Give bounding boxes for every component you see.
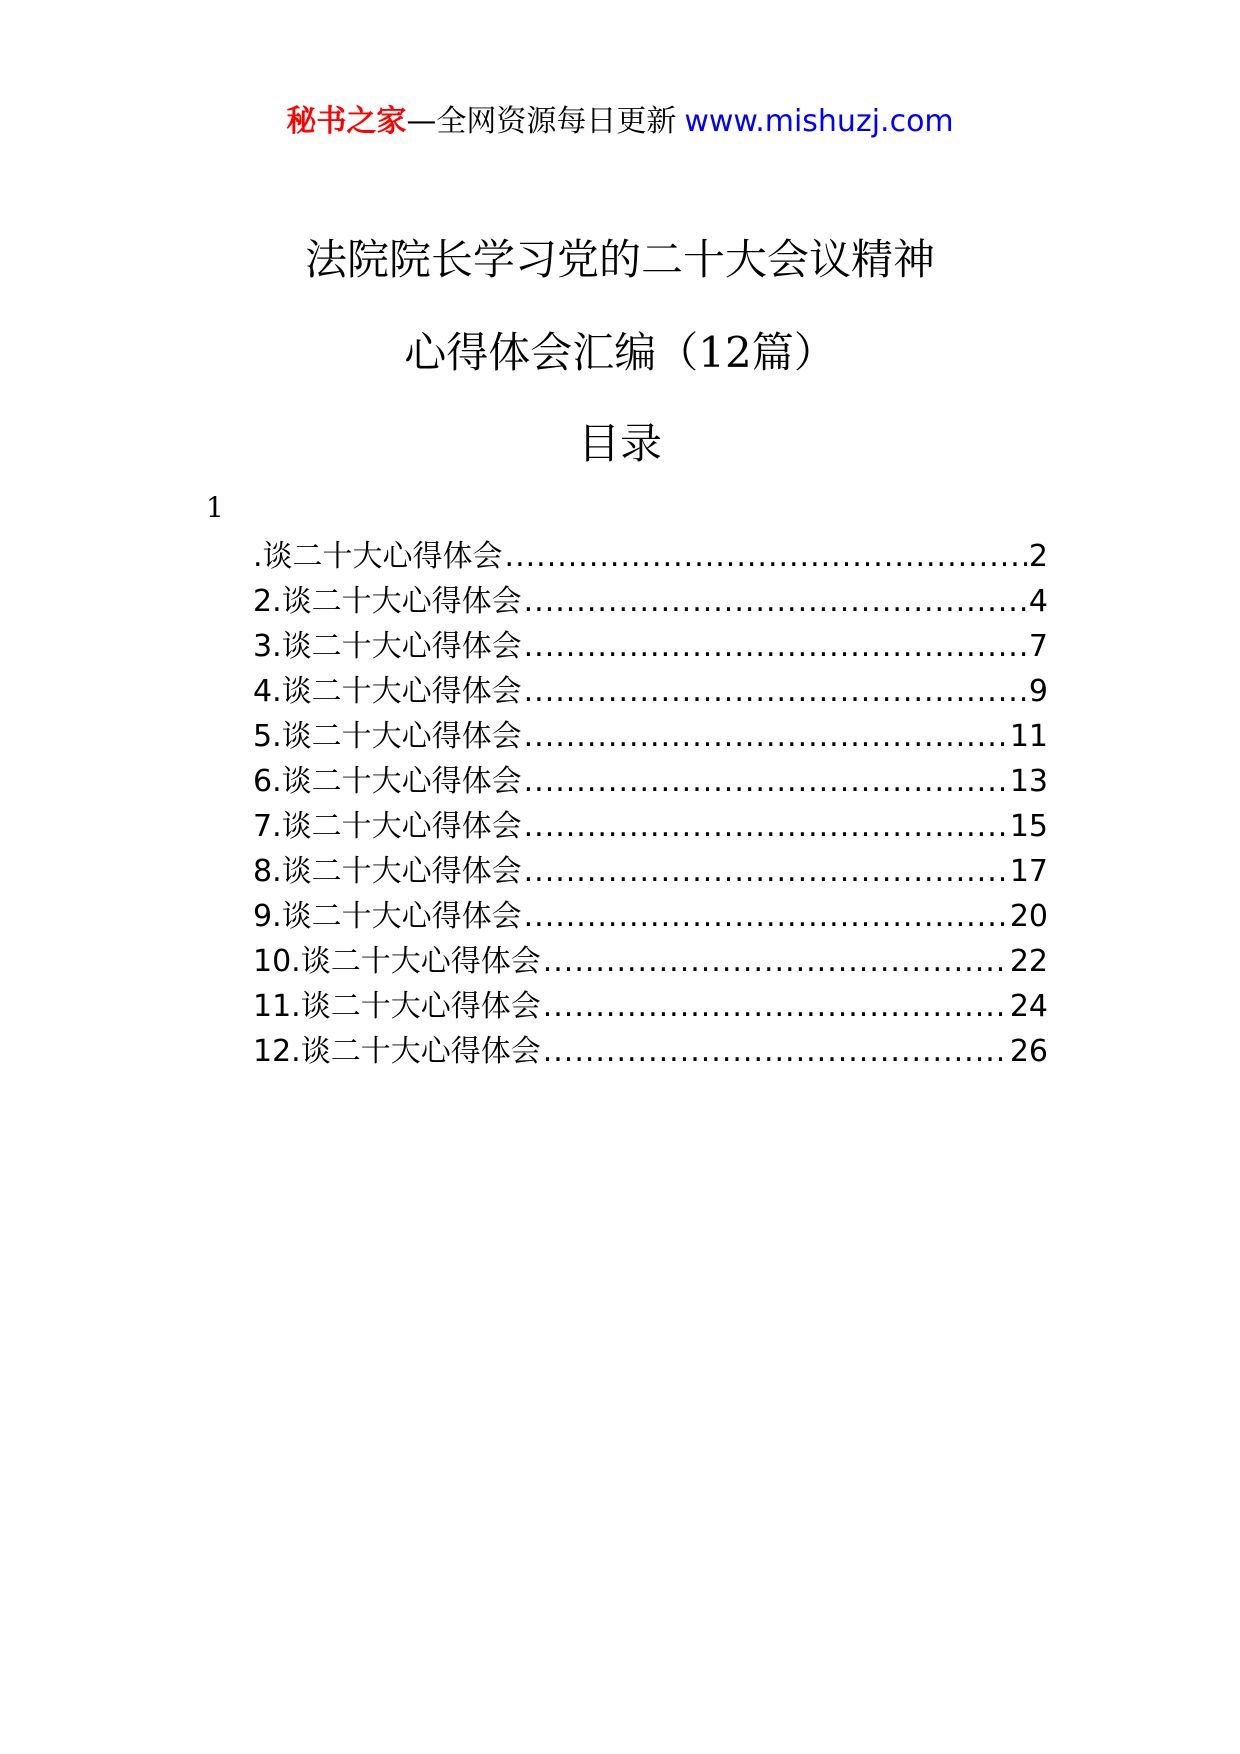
toc-stray-number: 1	[206, 491, 224, 524]
toc-entry-page-number: 4	[1028, 584, 1048, 619]
toc-entry-page-number: 7	[1028, 629, 1048, 664]
toc-dot-leader	[524, 759, 1008, 804]
toc-dot-leader	[524, 669, 1027, 714]
brand-name: 秘书之家	[286, 104, 407, 139]
toc-entry-page-number: 24	[1009, 989, 1048, 1024]
toc-entry-page-number: 17	[1009, 854, 1048, 889]
toc-dot-leader	[505, 534, 1027, 579]
toc-dot-leader	[524, 894, 1008, 939]
toc-entry-label: 4.谈二十大心得体会	[253, 674, 522, 709]
toc-entry[interactable]	[253, 669, 1048, 714]
subtitle-prefix: 心得体会汇编（	[404, 328, 699, 377]
toc-entry-page-number: 15	[1009, 809, 1048, 844]
toc-entry[interactable]	[253, 624, 1048, 669]
toc-entry[interactable]	[253, 579, 1048, 624]
toc-entry-page-number: 2	[1028, 539, 1048, 574]
toc-entry[interactable]	[253, 714, 1048, 759]
toc-entry-label: 8.谈二十大心得体会	[253, 854, 522, 889]
toc-entry[interactable]	[253, 759, 1048, 804]
toc-dot-leader	[543, 939, 1008, 984]
toc-entry-label: 7.谈二十大心得体会	[253, 809, 522, 844]
toc-entry[interactable]	[253, 849, 1048, 894]
toc-dot-leader	[524, 849, 1008, 894]
toc-entry-label: 3.谈二十大心得体会	[253, 629, 522, 664]
toc-entry-label: 6.谈二十大心得体会	[253, 764, 522, 799]
toc-dot-leader	[524, 714, 1008, 759]
toc-dot-leader	[543, 1029, 1008, 1074]
toc-entry-page-number: 22	[1009, 944, 1048, 979]
toc-entry-label: 10.谈二十大心得体会	[253, 944, 541, 979]
toc-dot-leader	[524, 624, 1027, 669]
toc-entry-label: 5.谈二十大心得体会	[253, 719, 522, 754]
toc-entry-label: 9.谈二十大心得体会	[253, 899, 522, 934]
toc-entry-page-number: 9	[1028, 674, 1048, 709]
page-header	[0, 102, 1240, 142]
toc-dot-leader	[543, 984, 1008, 1029]
toc-entry-page-number: 13	[1009, 764, 1048, 799]
toc-entry[interactable]	[253, 984, 1048, 1029]
toc-entry[interactable]	[253, 534, 1048, 579]
subtitle-count: 12	[698, 328, 752, 377]
toc-dot-leader	[524, 804, 1008, 849]
toc-entry-label: 2.谈二十大心得体会	[253, 584, 522, 619]
toc-entry-label: 12.谈二十大心得体会	[253, 1034, 541, 1069]
header-slogan: —全网资源每日更新	[406, 104, 677, 139]
toc-entry-page-number: 11	[1009, 719, 1048, 754]
document-title: 法院院长学习党的二十大会议精神	[304, 235, 935, 284]
subtitle-suffix: 篇）	[751, 328, 836, 377]
toc-entry-label: .谈二十大心得体会	[253, 539, 503, 574]
toc-entry[interactable]	[253, 894, 1048, 939]
toc-entry[interactable]	[253, 804, 1048, 849]
toc-entry[interactable]	[253, 939, 1048, 984]
toc-dot-leader	[524, 579, 1027, 624]
table-of-contents	[253, 534, 1048, 1074]
website-link[interactable]: www.mishuzj.com	[684, 104, 954, 139]
toc-entry[interactable]	[253, 1029, 1048, 1074]
toc-entry-label: 11.谈二十大心得体会	[253, 989, 541, 1024]
toc-heading: 目录	[577, 419, 662, 468]
toc-entry-page-number: 20	[1009, 899, 1048, 934]
document-subtitle	[0, 325, 1240, 381]
toc-entry-page-number: 26	[1009, 1034, 1048, 1069]
